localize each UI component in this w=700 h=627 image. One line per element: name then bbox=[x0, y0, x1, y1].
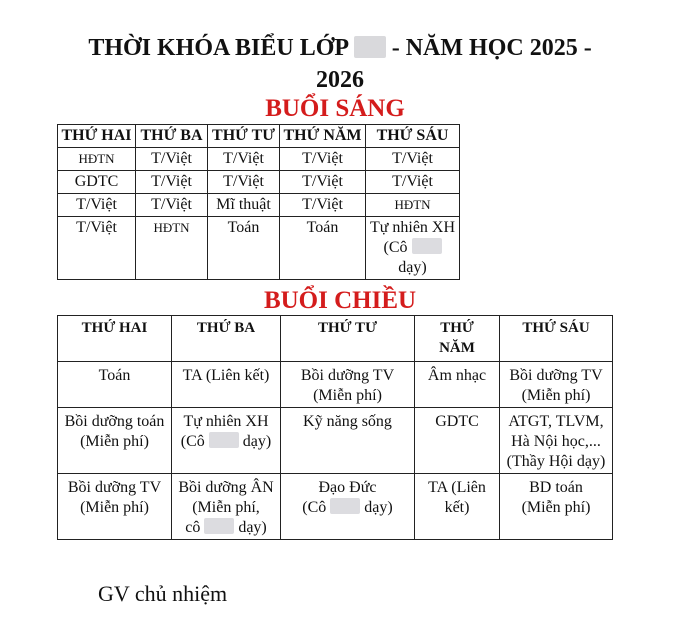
table-cell: T/Việt bbox=[280, 148, 366, 171]
redacted-teacher-name bbox=[330, 498, 360, 514]
table-cell: T/Việt bbox=[136, 171, 208, 194]
table-cell: Bồi dưỡng TV (Miễn phí) bbox=[500, 362, 613, 408]
table-cell: T/Việt bbox=[280, 194, 366, 217]
cell-line: (Miễn phí, bbox=[192, 499, 260, 516]
table-cell bbox=[172, 408, 281, 474]
table-row bbox=[58, 408, 613, 474]
redacted-teacher-name bbox=[209, 432, 239, 448]
morning-heading: BUỔI SÁNG bbox=[265, 95, 405, 122]
table-cell: TA (Liên kết) bbox=[172, 362, 281, 408]
table-cell: HĐTN bbox=[58, 148, 136, 171]
table-cell: Toán bbox=[58, 362, 172, 408]
table-cell: T/Việt bbox=[58, 217, 136, 280]
table-cell: Toán bbox=[280, 217, 366, 280]
column-header: THỨ NĂM bbox=[415, 316, 500, 362]
table-cell: Bồi dưỡng toán (Miễn phí) bbox=[58, 408, 172, 474]
table-cell: GDTC bbox=[58, 171, 136, 194]
table-row bbox=[58, 194, 460, 217]
table-cell: Toán bbox=[208, 217, 280, 280]
table-cell: Kỹ năng sống bbox=[281, 408, 415, 474]
redacted-teacher-name bbox=[412, 238, 442, 254]
table-cell bbox=[281, 474, 415, 540]
title-text: THỜI KHÓA BIỂU LỚP bbox=[88, 35, 348, 61]
table-cell: TA (Liên kết) bbox=[415, 474, 500, 540]
table-cell: GDTC bbox=[415, 408, 500, 474]
table-row bbox=[58, 148, 460, 171]
column-header: THỨ SÁU bbox=[366, 125, 460, 148]
cell-line: (Cô bbox=[383, 239, 408, 256]
afternoon-timetable bbox=[57, 315, 613, 540]
table-cell: T/Việt bbox=[366, 171, 460, 194]
cell-line: dạy) bbox=[242, 433, 272, 450]
column-header: THỨ HAI bbox=[58, 125, 136, 148]
table-row bbox=[58, 474, 613, 540]
page-title bbox=[40, 32, 640, 96]
table-cell: T/Việt bbox=[280, 171, 366, 194]
cell-line: cô bbox=[185, 519, 201, 536]
morning-timetable bbox=[57, 124, 460, 280]
cell-line: (Cô bbox=[180, 433, 205, 450]
afternoon-heading: BUỔI CHIỀU bbox=[263, 287, 417, 314]
redacted-teacher-name bbox=[204, 518, 234, 534]
column-header: THỨ TƯ bbox=[208, 125, 280, 148]
column-header: THỨ NĂM bbox=[280, 125, 366, 148]
table-header-row bbox=[58, 316, 613, 362]
column-header: THỨ BA bbox=[172, 316, 281, 362]
table-cell: T/Việt bbox=[136, 148, 208, 171]
table-cell: Bồi dưỡng TV (Miễn phí) bbox=[281, 362, 415, 408]
table-cell bbox=[172, 474, 281, 540]
cell-line: dạy) bbox=[364, 499, 393, 516]
table-cell: Âm nhạc bbox=[415, 362, 500, 408]
homeroom-teacher-label: GV chủ nhiệm bbox=[98, 581, 228, 606]
column-header: THỨ BA bbox=[136, 125, 208, 148]
cell-line: dạy) bbox=[398, 259, 427, 276]
table-cell: Mĩ thuật bbox=[208, 194, 280, 217]
table-cell: Bồi dưỡng TV (Miễn phí) bbox=[58, 474, 172, 540]
table-cell: HĐTN bbox=[136, 217, 208, 280]
cell-line: Tự nhiên XH bbox=[369, 219, 456, 236]
title-year-end: 2026 bbox=[316, 67, 364, 93]
table-cell: T/Việt bbox=[58, 194, 136, 217]
cell-line: dạy) bbox=[238, 519, 267, 536]
table-cell: T/Việt bbox=[208, 171, 280, 194]
table-row bbox=[58, 171, 460, 194]
table-cell: HĐTN bbox=[366, 194, 460, 217]
column-header: THỨ HAI bbox=[58, 316, 172, 362]
table-cell: ATGT, TLVM, Hà Nội học,... (Thầy Hội dạy) bbox=[500, 408, 613, 474]
table-row bbox=[58, 362, 613, 408]
redacted-class-name bbox=[354, 36, 386, 58]
cell-line: (Cô bbox=[302, 499, 327, 516]
table-cell: BD toán (Miễn phí) bbox=[500, 474, 613, 540]
cell-line: Đạo Đức bbox=[318, 479, 377, 496]
cell-line: Bồi dưỡng ÂN bbox=[178, 479, 274, 496]
table-row bbox=[58, 217, 460, 280]
cell-line: Tự nhiên XH bbox=[183, 413, 269, 430]
table-header-row bbox=[58, 125, 460, 148]
table-cell: T/Việt bbox=[208, 148, 280, 171]
table-cell: T/Việt bbox=[136, 194, 208, 217]
column-header: THỨ SÁU bbox=[500, 316, 613, 362]
table-cell bbox=[366, 217, 460, 280]
title-year: - NĂM HỌC 2025 - bbox=[391, 35, 592, 61]
column-header: THỨ TƯ bbox=[281, 316, 415, 362]
table-cell: T/Việt bbox=[366, 148, 460, 171]
